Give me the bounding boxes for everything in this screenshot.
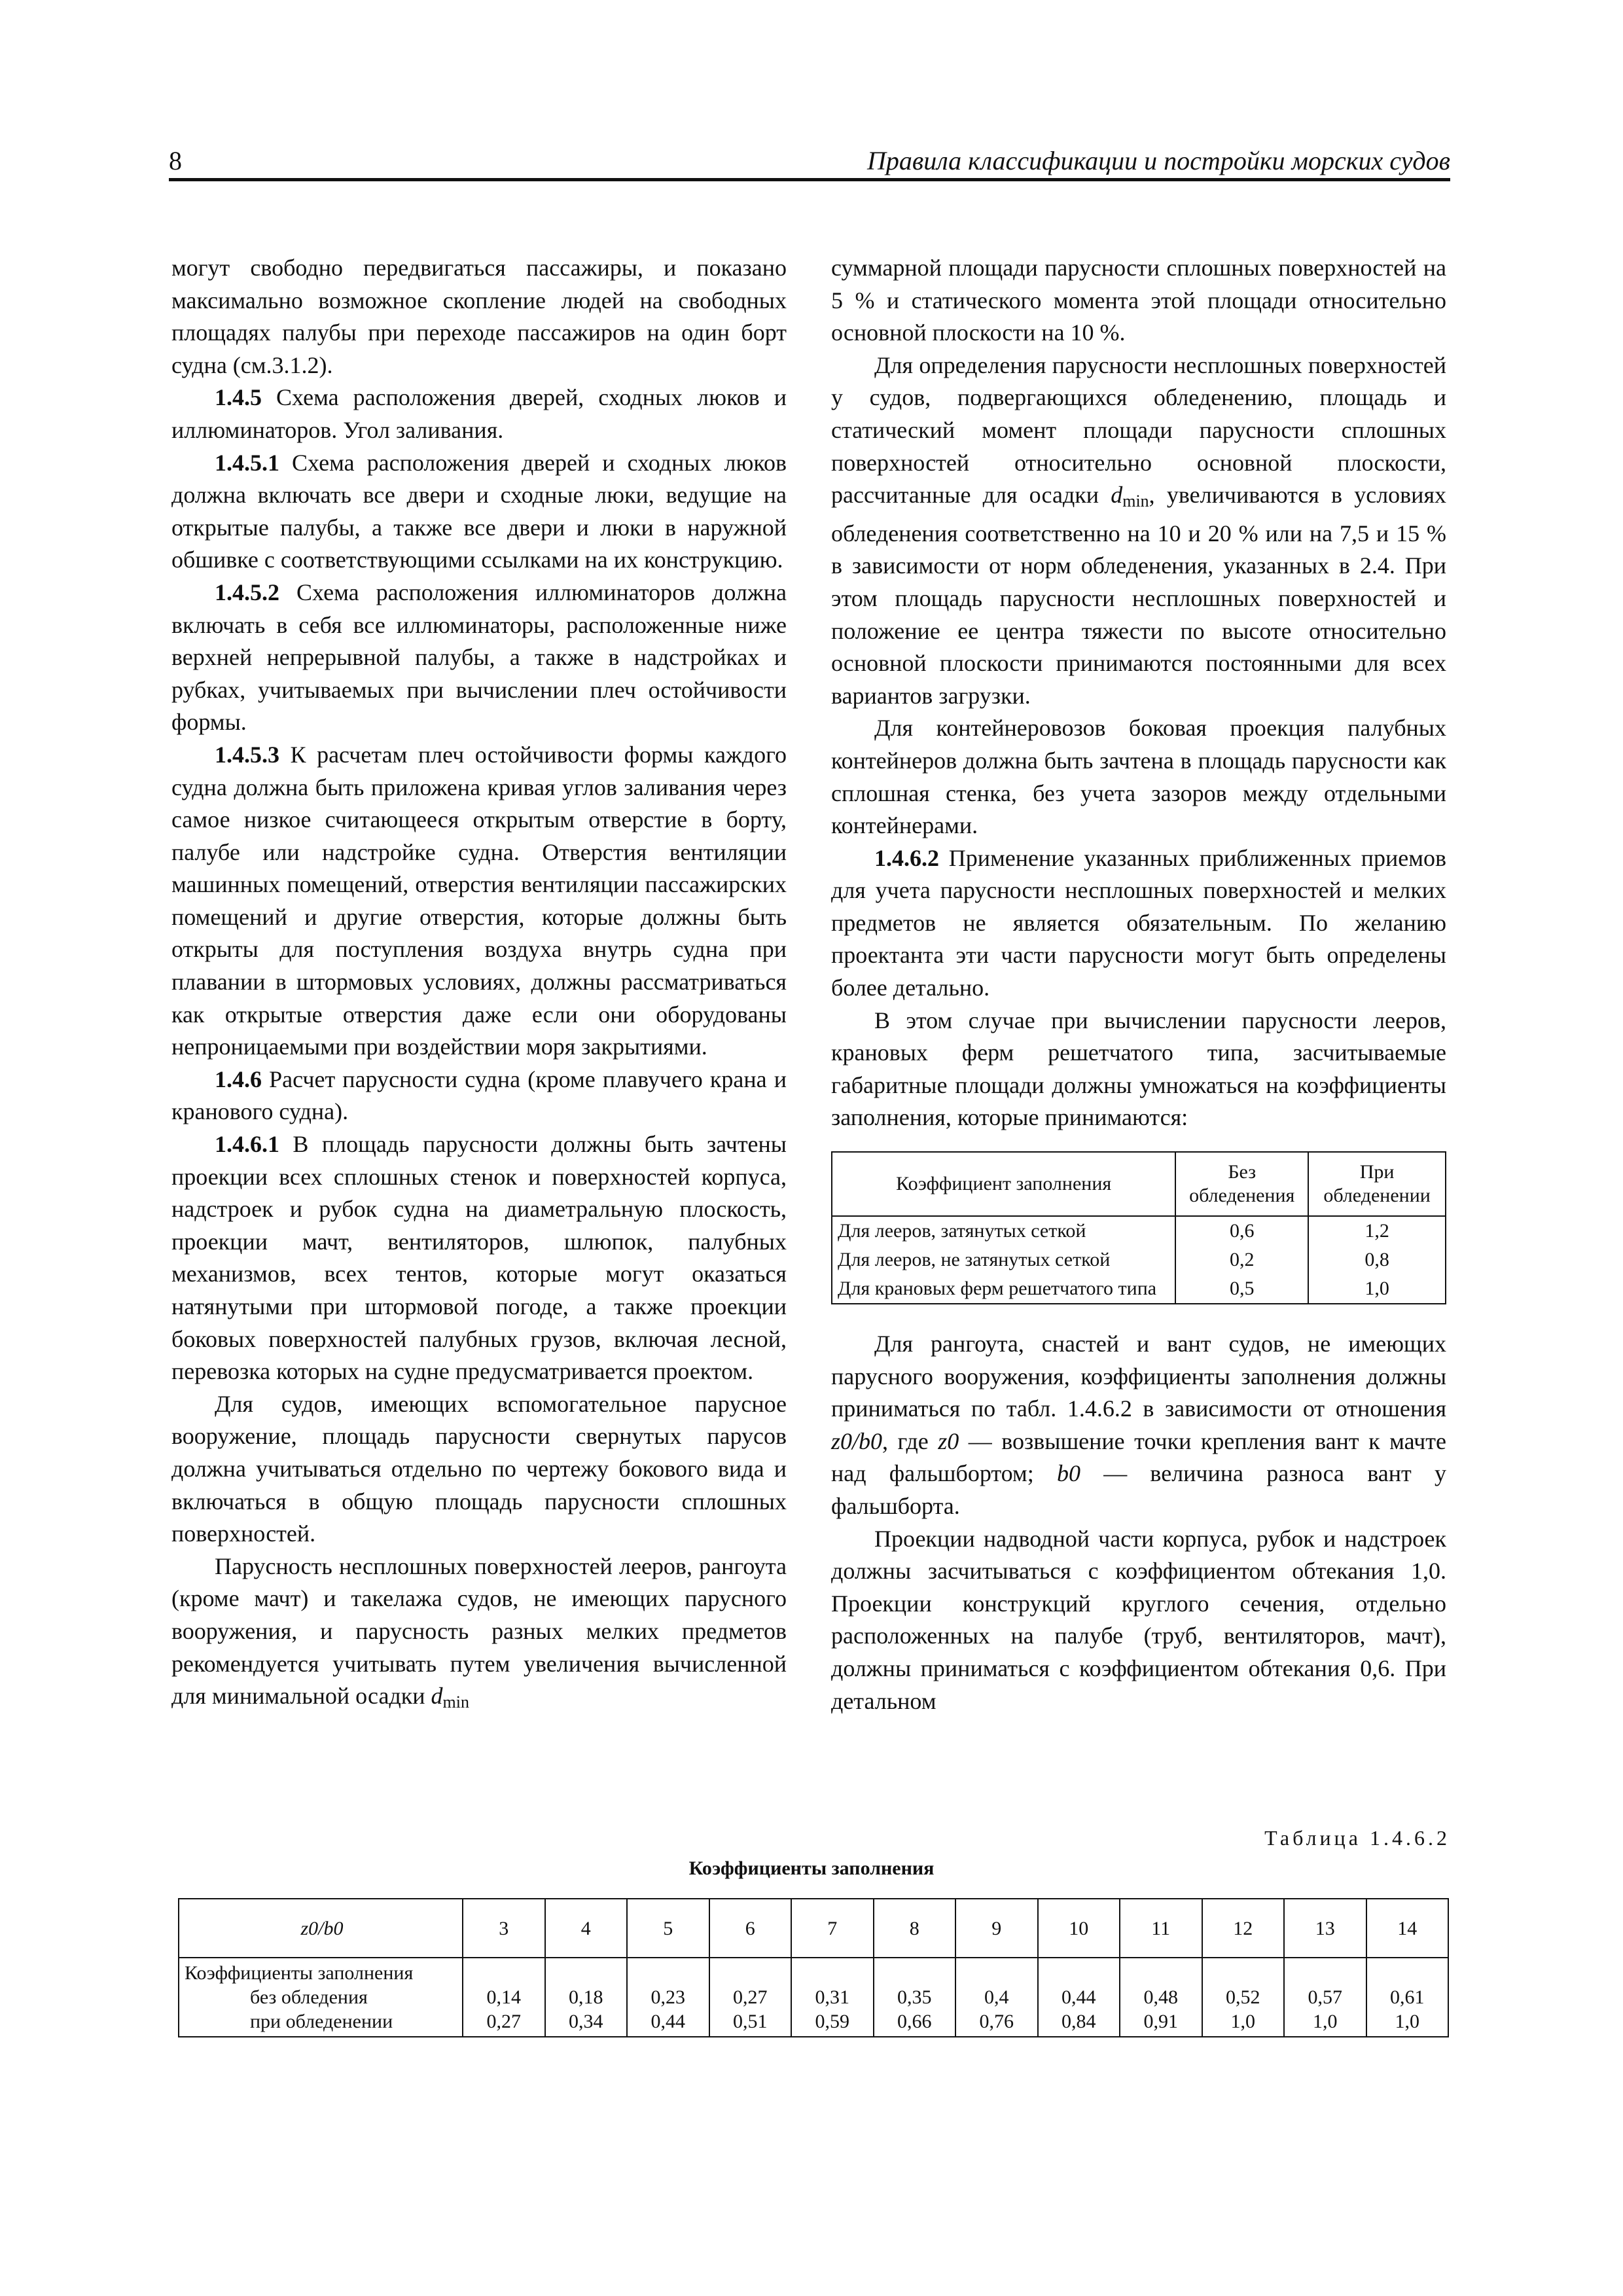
table-label: Таблица 1.4.6.2	[1264, 1826, 1450, 1850]
table-row	[832, 1274, 1446, 1304]
table-header: 13	[1284, 1899, 1366, 1958]
table-header: 12	[1202, 1899, 1285, 1958]
table-cell: 0,35 0,66	[874, 1958, 956, 2037]
running-title: Правила классификации и постройки морских судов	[866, 146, 1450, 175]
paragraph: Для определения парусности несплошных поверхностей у судов, подвергающихся обледенению, площадь и статический момент площади парусности сплошных поверхностей относительно основной плоскости, рассчитанные для осадки $d_{min}$, увеличиваются в условиях обледенения соответственно на 10 и 20 % или на 7,5 и 15 % в зависимости от норм обледенения, указанных в 2.4. При этом площадь парусности несплошных поверхностей и положение ее центра тяжести по высоте относительно основной плоскости принимаются постоянными для всех вариантов загрузки.	[831, 351, 1447, 709]
paragraph-1-4-6-2: 1.4.6.2 Применение указанных приближенных приемов для учета парусности несплошных поверхностей и мелких предметов не является обязательным. По желанию проектанта эти части парусности могут быть определены более детально.	[831, 844, 1446, 1001]
paragraph: Парусность несплошных поверхностей лееров, рангоута (кроме мачт) и такелажа судов, не имеющих парусного вооружения, и парусность разных мелких предметов рекомендуется учитывать путем увеличения вычисленной для минимальной осадки $d_{min}$	[171, 1552, 787, 1712]
paragraph: суммарной площади парусности сплошных поверхностей на 5 % и статического момента этой площади относительно основной плоскости на 10 %.	[831, 255, 1446, 346]
paragraph-1-4-5-1: 1.4.5.1 Схема расположения дверей и сходных люков должна включать все двери и сходные люки, ведущие на открытые палубы, а также все двери и люки в наружной обшивке с соответствующими ссылками на их конструкцию.	[171, 449, 787, 573]
table-cell: 0,14 0,27	[463, 1958, 545, 2037]
table-cell: 0,23 0,44	[627, 1958, 709, 2037]
table-header: 7	[791, 1899, 874, 1958]
table-cell: 0,57 1,0	[1284, 1958, 1366, 2037]
table-header: 3	[463, 1899, 545, 1958]
left-column	[171, 252, 787, 1719]
table-title: Коэффициенты заполнения	[688, 1857, 935, 1879]
table-cell: Для лееров, затянутых сеткой	[832, 1216, 1175, 1246]
header-rule	[169, 178, 1450, 181]
table-header: 9	[955, 1899, 1038, 1958]
table-row	[832, 1246, 1446, 1274]
paragraph: Для рангоута, снастей и вант судов, не имеющих парусного вооружения, коэффициенты заполнения должны приниматься по табл. 1.4.6.2 в зависимости от отношения z0/b0, где z0 — возвышение точки крепления вант к мачте над фальшбортом; b0 — величина разноса вант у фальшборта.	[831, 1331, 1446, 1519]
table-header: 11	[1120, 1899, 1202, 1958]
table-cell: 0,8	[1308, 1246, 1446, 1274]
table-header: 5	[627, 1899, 709, 1958]
table-row	[832, 1216, 1446, 1246]
table-header: 6	[709, 1899, 792, 1958]
fill-coefficient-table	[831, 1151, 1446, 1304]
paragraph-1-4-5-2: 1.4.5.2 Схема расположения иллюминаторов должна включать в себя все иллюминаторы, расположенные ниже верхней непрерывной палубы, а также в надстройках и рубках, учитываемых при вычислении плеч остойчивости формы.	[171, 579, 787, 736]
table-header: 4	[545, 1899, 628, 1958]
table-cell: 0,48 0,91	[1120, 1958, 1202, 2037]
table-header: Коэффициент заполнения	[832, 1152, 1175, 1216]
paragraph: Для судов, имеющих вспомогательное парусное вооружение, площадь парусности свернутых парусов должна учитываться отдельно по чертежу бокового вида и включаться в общую площадь парусности сплошных поверхностей.	[171, 1390, 787, 1547]
paragraph: Проекции надводной части корпуса, рубок и надстроек должны засчитываться с коэффициентом обтекания 1,0. Проекции конструкций круглого сечения, отдельно расположенных на палубе (труб, вентиляторов, мачт), должны приниматься с коэффициентом обтекания 0,6. При детальном	[831, 1525, 1446, 1714]
table-header: При обледенении	[1308, 1152, 1446, 1216]
table-cell: 0,6	[1175, 1216, 1308, 1246]
paragraph: В этом случае при вычислении парусности лееров, крановых ферм решетчатого типа, засчитываемые габаритные площади должны умножаться на коэффициенты заполнения, которые принимаются:	[831, 1007, 1446, 1131]
table-header: 8	[874, 1899, 956, 1958]
table-cell: 0,31 0,59	[791, 1958, 874, 2037]
paragraph-1-4-5-3: 1.4.5.3 К расчетам плеч остойчивости формы каждого судна должна быть приложена кривая углов заливания через самое низкое считающееся открытым отверстие в борту, палубе или надстройке судна. Отверстия вентиляции машинных помещений, отверстия вентиляции пассажирских помещений и другие отверстия, которые должны быть открыты для поступления воздуха внутрь судна при плавании в штормовых условиях, должны рассматриваться как открытые отверстия даже если они оборудованы непроницаемыми при воздействии моря закрытиями.	[171, 741, 787, 1060]
table-cell: 0,61 1,0	[1366, 1958, 1449, 2037]
table-cell: 0,2	[1175, 1246, 1308, 1274]
table-cell: 1,2	[1308, 1216, 1446, 1246]
coefficient-table-1-4-6-2	[178, 1898, 1449, 2037]
table-cell: 0,18 0,34	[545, 1958, 628, 2037]
table-cell: 0,52 1,0	[1202, 1958, 1285, 2037]
table-header: 14	[1366, 1899, 1449, 1958]
table-row	[179, 1958, 1448, 2037]
table-header: z0/b0	[179, 1899, 463, 1958]
paragraph: могут свободно передвигаться пассажиры, и показано максимально возможное скопление людей на свободных площадях палубы при переходе пассажиров на один борт судна (см.3.1.2).	[171, 255, 787, 378]
table-cell: 1,0	[1308, 1274, 1446, 1304]
table-header: Без обледенения	[1175, 1152, 1308, 1216]
table-cell: 0,4 0,76	[955, 1958, 1038, 2037]
section-heading-1-4-5: 1.4.5 Схема расположения дверей, сходных люков и иллюминаторов. Угол заливания.	[171, 384, 787, 443]
table-cell: 0,5	[1175, 1274, 1308, 1304]
table-cell: 0,27 0,51	[709, 1958, 792, 2037]
right-column	[831, 252, 1446, 1717]
table-cell: Для крановых ферм решетчатого типа	[832, 1274, 1175, 1304]
page-number: 8	[169, 146, 182, 175]
table-cell: 0,44 0,84	[1038, 1958, 1120, 2037]
table-cell: Для лееров, не затянутых сеткой	[832, 1246, 1175, 1274]
section-heading-1-4-6: 1.4.6 Расчет парусности судна (кроме плавучего крана и кранового судна).	[171, 1066, 787, 1125]
table-header-row	[179, 1899, 1448, 1958]
paragraph-1-4-6-1: 1.4.6.1 В площадь парусности должны быть зачтены проекции всех сплошных стенок и поверхностей корпуса, надстроек и рубок судна на диаметральную плоскость, проекции мачт, вентиляторов, шлюпок, палубных механизмов, всех тентов, которые могут оказаться натянутыми при штормовой погоде, а также проекции боковых поверхностей палубных грузов, включая лесной, перевозка которых на судне предусматривается проектом.	[171, 1131, 787, 1385]
table-header: 10	[1038, 1899, 1120, 1958]
paragraph: Для контейнеровозов боковая проекция палубных контейнеров должна быть зачтена в площадь парусности как сплошная стенка, без учета зазоров между отдельными контейнерами.	[831, 715, 1446, 839]
table-row-label: Коэффициенты заполнения без обледения при обледенении	[179, 1958, 463, 2037]
